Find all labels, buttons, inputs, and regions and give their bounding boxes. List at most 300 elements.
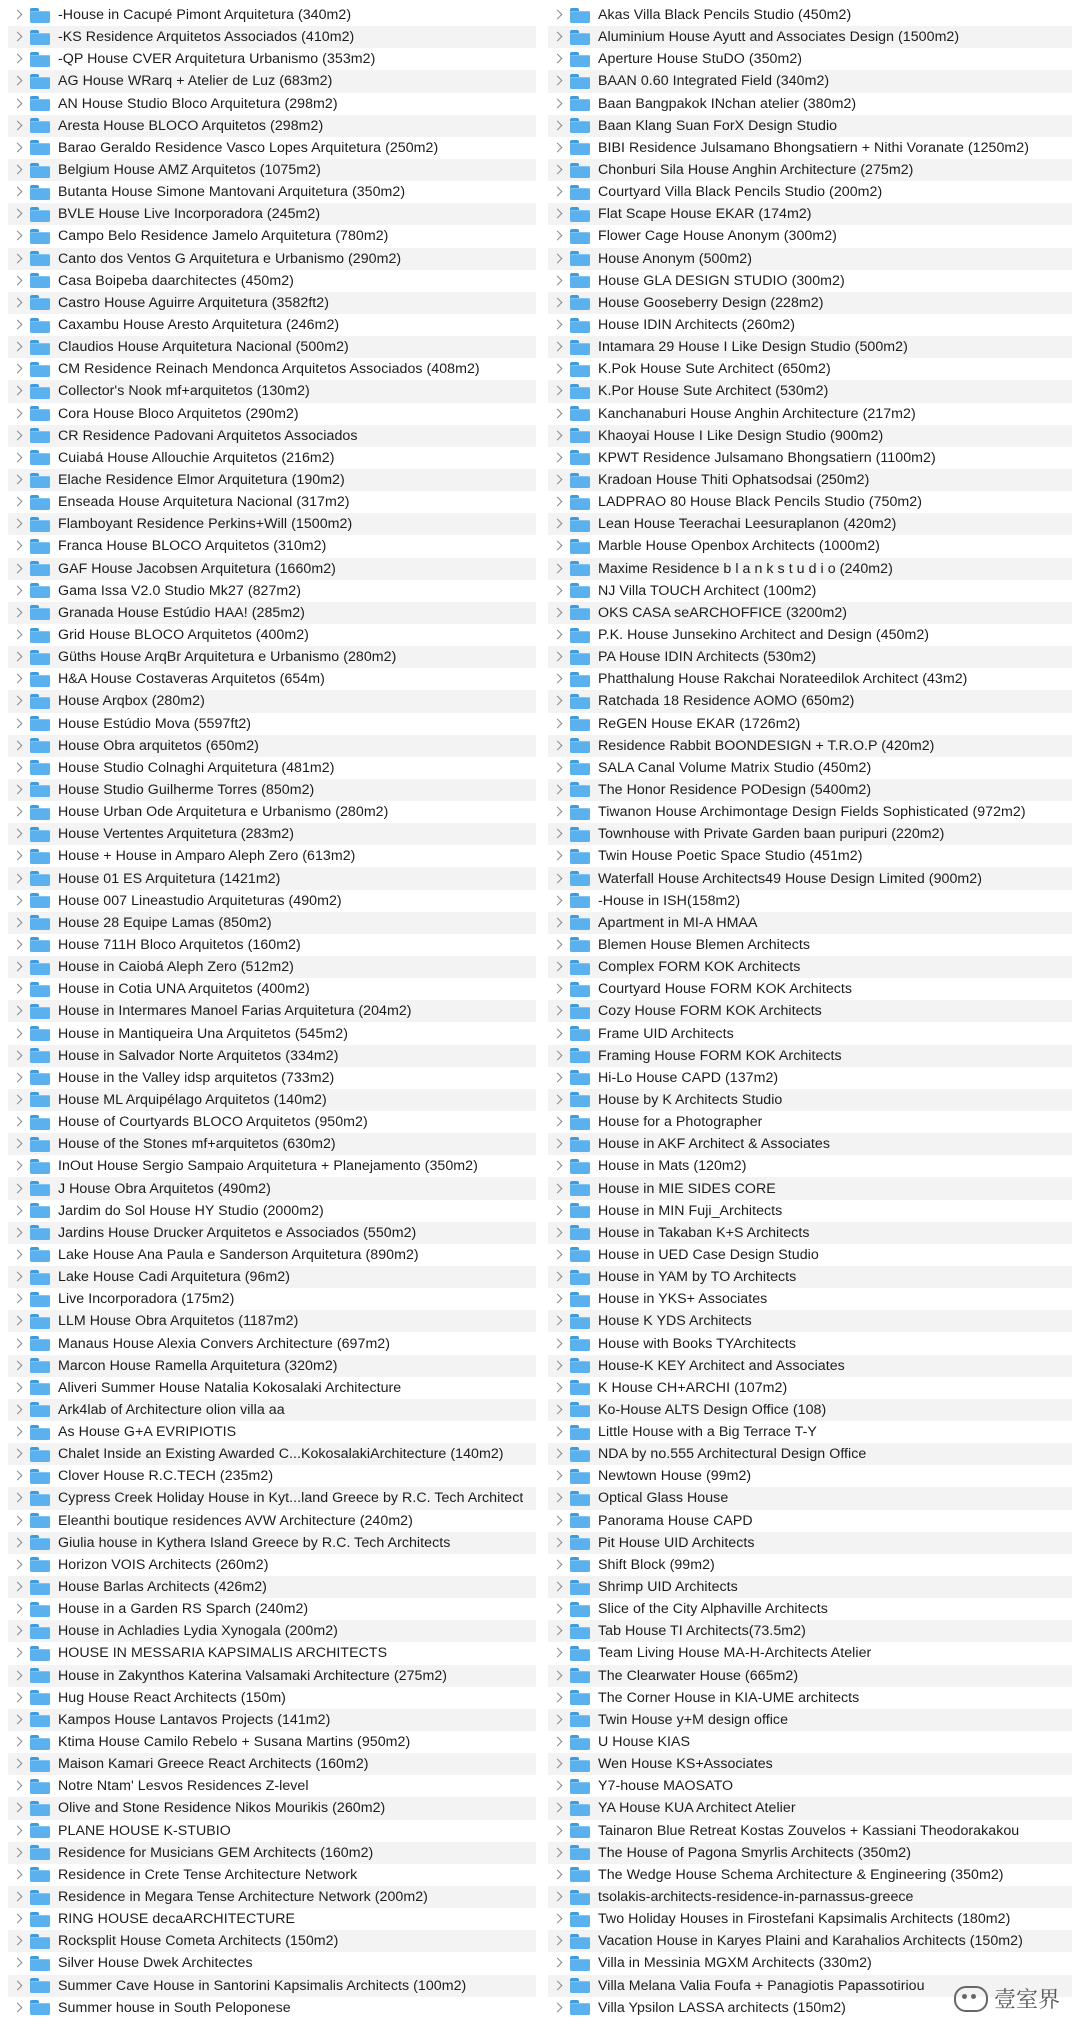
folder-row[interactable] [548, 225, 1072, 247]
folder-row[interactable] [8, 447, 536, 469]
chevron-right-icon[interactable] [12, 452, 24, 464]
chevron-right-icon[interactable] [12, 208, 24, 220]
folder-row[interactable] [8, 1532, 536, 1554]
folder-row[interactable] [8, 336, 536, 358]
folder-row[interactable] [8, 115, 536, 137]
folder-row[interactable] [548, 956, 1072, 978]
folder-row[interactable] [548, 1089, 1072, 1111]
folder-row[interactable] [8, 1576, 536, 1598]
chevron-right-icon[interactable] [552, 1160, 564, 1172]
folder-row[interactable] [8, 1975, 536, 1997]
folder-row[interactable] [548, 26, 1072, 48]
folder-row[interactable] [8, 1753, 536, 1775]
folder-row[interactable] [548, 690, 1072, 712]
chevron-right-icon[interactable] [552, 651, 564, 663]
folder-row[interactable] [8, 624, 536, 646]
chevron-right-icon[interactable] [552, 1249, 564, 1261]
folder-row[interactable] [548, 1222, 1072, 1244]
chevron-right-icon[interactable] [552, 1559, 564, 1571]
folder-row[interactable] [548, 801, 1072, 823]
folder-row[interactable] [548, 535, 1072, 557]
folder-row[interactable] [8, 779, 536, 801]
chevron-right-icon[interactable] [12, 1116, 24, 1128]
chevron-right-icon[interactable] [12, 1780, 24, 1792]
chevron-right-icon[interactable] [552, 1205, 564, 1217]
chevron-right-icon[interactable] [552, 695, 564, 707]
chevron-right-icon[interactable] [552, 784, 564, 796]
folder-row[interactable] [8, 1222, 536, 1244]
chevron-right-icon[interactable] [12, 1448, 24, 1460]
chevron-right-icon[interactable] [12, 31, 24, 43]
folder-row[interactable] [548, 380, 1072, 402]
folder-row[interactable] [8, 1886, 536, 1908]
chevron-right-icon[interactable] [552, 1736, 564, 1748]
folder-row[interactable] [8, 1709, 536, 1731]
chevron-right-icon[interactable] [552, 740, 564, 752]
folder-row[interactable] [548, 1620, 1072, 1642]
chevron-right-icon[interactable] [552, 1382, 564, 1394]
folder-row[interactable] [8, 845, 536, 867]
chevron-right-icon[interactable] [552, 1537, 564, 1549]
chevron-right-icon[interactable] [552, 230, 564, 242]
folder-row[interactable] [548, 1487, 1072, 1509]
chevron-right-icon[interactable] [552, 1670, 564, 1682]
folder-row[interactable] [548, 1377, 1072, 1399]
chevron-right-icon[interactable] [552, 496, 564, 508]
folder-row[interactable] [548, 668, 1072, 690]
chevron-right-icon[interactable] [552, 253, 564, 265]
folder-row[interactable] [8, 890, 536, 912]
folder-row[interactable] [548, 513, 1072, 535]
folder-row[interactable] [548, 248, 1072, 270]
folder-row[interactable] [548, 757, 1072, 779]
chevron-right-icon[interactable] [12, 1559, 24, 1571]
folder-row[interactable] [548, 845, 1072, 867]
folder-row[interactable] [8, 1266, 536, 1288]
chevron-right-icon[interactable] [552, 98, 564, 110]
folder-row[interactable] [8, 425, 536, 447]
chevron-right-icon[interactable] [12, 1005, 24, 1017]
folder-row[interactable] [548, 1155, 1072, 1177]
chevron-right-icon[interactable] [12, 1315, 24, 1327]
folder-row[interactable] [548, 1288, 1072, 1310]
folder-row[interactable] [548, 978, 1072, 1000]
folder-row[interactable] [548, 1399, 1072, 1421]
chevron-right-icon[interactable] [552, 673, 564, 685]
chevron-right-icon[interactable] [552, 385, 564, 397]
chevron-right-icon[interactable] [552, 1338, 564, 1350]
folder-row[interactable] [548, 70, 1072, 92]
chevron-right-icon[interactable] [12, 430, 24, 442]
folder-row[interactable] [8, 934, 536, 956]
chevron-right-icon[interactable] [12, 828, 24, 840]
folder-row[interactable] [548, 1133, 1072, 1155]
folder-row[interactable] [548, 1709, 1072, 1731]
chevron-right-icon[interactable] [12, 1028, 24, 1040]
folder-row[interactable] [8, 1377, 536, 1399]
folder-row[interactable] [548, 181, 1072, 203]
chevron-right-icon[interactable] [12, 186, 24, 198]
chevron-right-icon[interactable] [552, 1869, 564, 1881]
folder-row[interactable] [548, 890, 1072, 912]
chevron-right-icon[interactable] [12, 1847, 24, 1859]
folder-row[interactable] [548, 425, 1072, 447]
folder-row[interactable] [548, 1952, 1072, 1974]
chevron-right-icon[interactable] [552, 1957, 564, 1969]
chevron-right-icon[interactable] [12, 873, 24, 885]
folder-row[interactable] [548, 358, 1072, 380]
folder-row[interactable] [548, 1111, 1072, 1133]
folder-row[interactable] [548, 779, 1072, 801]
folder-row[interactable] [8, 1620, 536, 1642]
folder-row[interactable] [8, 358, 536, 380]
chevron-right-icon[interactable] [12, 1603, 24, 1615]
chevron-right-icon[interactable] [12, 363, 24, 375]
folder-row[interactable] [8, 513, 536, 535]
folder-row[interactable] [8, 1111, 536, 1133]
chevron-right-icon[interactable] [12, 740, 24, 752]
folder-row[interactable] [8, 1200, 536, 1222]
folder-row[interactable] [548, 713, 1072, 735]
folder-row[interactable] [8, 1820, 536, 1842]
folder-row[interactable] [8, 801, 536, 823]
chevron-right-icon[interactable] [12, 673, 24, 685]
chevron-right-icon[interactable] [12, 983, 24, 995]
chevron-right-icon[interactable] [12, 1736, 24, 1748]
folder-row[interactable] [8, 181, 536, 203]
folder-row[interactable] [8, 1731, 536, 1753]
folder-row[interactable] [8, 690, 536, 712]
chevron-right-icon[interactable] [12, 518, 24, 530]
folder-row[interactable] [8, 1288, 536, 1310]
chevron-right-icon[interactable] [12, 1647, 24, 1659]
chevron-right-icon[interactable] [552, 120, 564, 132]
chevron-right-icon[interactable] [552, 474, 564, 486]
folder-row[interactable] [8, 823, 536, 845]
chevron-right-icon[interactable] [552, 1758, 564, 1770]
folder-row[interactable] [548, 115, 1072, 137]
folder-row[interactable] [8, 1687, 536, 1709]
folder-row[interactable] [8, 1177, 536, 1199]
chevron-right-icon[interactable] [552, 607, 564, 619]
chevron-right-icon[interactable] [552, 275, 564, 287]
chevron-right-icon[interactable] [12, 1670, 24, 1682]
folder-row[interactable] [548, 270, 1072, 292]
chevron-right-icon[interactable] [552, 1913, 564, 1925]
folder-row[interactable] [548, 1200, 1072, 1222]
folder-row[interactable] [548, 1775, 1072, 1797]
chevron-right-icon[interactable] [552, 1183, 564, 1195]
chevron-right-icon[interactable] [552, 142, 564, 154]
folder-row[interactable] [8, 314, 536, 336]
chevron-right-icon[interactable] [12, 1625, 24, 1637]
folder-row[interactable] [8, 1642, 536, 1664]
folder-row[interactable] [548, 137, 1072, 159]
chevron-right-icon[interactable] [12, 1094, 24, 1106]
folder-row[interactable] [8, 225, 536, 247]
chevron-right-icon[interactable] [552, 1227, 564, 1239]
chevron-right-icon[interactable] [552, 762, 564, 774]
chevron-right-icon[interactable] [12, 75, 24, 87]
folder-row[interactable] [8, 26, 536, 48]
folder-row[interactable] [548, 867, 1072, 889]
folder-row[interactable] [8, 159, 536, 181]
chevron-right-icon[interactable] [552, 540, 564, 552]
folder-row[interactable] [548, 292, 1072, 314]
chevron-right-icon[interactable] [12, 1293, 24, 1305]
chevron-right-icon[interactable] [12, 1581, 24, 1593]
chevron-right-icon[interactable] [552, 1360, 564, 1372]
chevron-right-icon[interactable] [12, 1404, 24, 1416]
folder-row[interactable] [548, 1332, 1072, 1354]
chevron-right-icon[interactable] [552, 341, 564, 353]
folder-row[interactable] [8, 1665, 536, 1687]
chevron-right-icon[interactable] [12, 275, 24, 287]
chevron-right-icon[interactable] [12, 1714, 24, 1726]
chevron-right-icon[interactable] [552, 939, 564, 951]
folder-row[interactable] [548, 1930, 1072, 1952]
folder-row[interactable] [548, 1842, 1072, 1864]
folder-row[interactable] [548, 1598, 1072, 1620]
folder-row[interactable] [8, 1022, 536, 1044]
folder-row[interactable] [8, 1842, 536, 1864]
folder-row[interactable] [8, 270, 536, 292]
folder-row[interactable] [8, 1244, 536, 1266]
chevron-right-icon[interactable] [552, 1005, 564, 1017]
chevron-right-icon[interactable] [12, 496, 24, 508]
folder-row[interactable] [548, 1244, 1072, 1266]
chevron-right-icon[interactable] [12, 1072, 24, 1084]
folder-row[interactable] [548, 314, 1072, 336]
chevron-right-icon[interactable] [552, 297, 564, 309]
chevron-right-icon[interactable] [552, 1404, 564, 1416]
folder-row[interactable] [548, 646, 1072, 668]
folder-row[interactable] [548, 1067, 1072, 1089]
folder-row[interactable] [548, 469, 1072, 491]
folder-row[interactable] [8, 1332, 536, 1354]
folder-row[interactable] [548, 1864, 1072, 1886]
chevron-right-icon[interactable] [12, 474, 24, 486]
folder-row[interactable] [548, 1443, 1072, 1465]
folder-row[interactable] [8, 912, 536, 934]
chevron-right-icon[interactable] [12, 1802, 24, 1814]
folder-row[interactable] [8, 1310, 536, 1332]
chevron-right-icon[interactable] [552, 53, 564, 65]
folder-row[interactable] [8, 1997, 536, 2019]
folder-row[interactable] [8, 1443, 536, 1465]
folder-row[interactable] [548, 4, 1072, 26]
folder-row[interactable] [8, 646, 536, 668]
chevron-right-icon[interactable] [552, 983, 564, 995]
chevron-right-icon[interactable] [12, 9, 24, 21]
folder-row[interactable] [8, 1089, 536, 1111]
chevron-right-icon[interactable] [552, 1492, 564, 1504]
folder-row[interactable] [8, 93, 536, 115]
chevron-right-icon[interactable] [552, 1094, 564, 1106]
chevron-right-icon[interactable] [552, 430, 564, 442]
chevron-right-icon[interactable] [12, 1692, 24, 1704]
folder-row[interactable] [8, 1775, 536, 1797]
chevron-right-icon[interactable] [552, 1271, 564, 1283]
folder-row[interactable] [548, 912, 1072, 934]
chevron-right-icon[interactable] [12, 1935, 24, 1947]
folder-row[interactable] [548, 624, 1072, 646]
folder-row[interactable] [548, 1510, 1072, 1532]
chevron-right-icon[interactable] [12, 1271, 24, 1283]
folder-row[interactable] [8, 1510, 536, 1532]
folder-row[interactable] [548, 403, 1072, 425]
folder-row[interactable] [548, 1421, 1072, 1443]
folder-row[interactable] [8, 735, 536, 757]
chevron-right-icon[interactable] [552, 319, 564, 331]
folder-row[interactable] [8, 1864, 536, 1886]
chevron-right-icon[interactable] [12, 1360, 24, 1372]
chevron-right-icon[interactable] [12, 98, 24, 110]
chevron-right-icon[interactable] [552, 1050, 564, 1062]
folder-row[interactable] [548, 580, 1072, 602]
chevron-right-icon[interactable] [552, 1315, 564, 1327]
folder-row[interactable] [8, 469, 536, 491]
folder-row[interactable] [548, 93, 1072, 115]
folder-row[interactable] [8, 1952, 536, 1974]
folder-row[interactable] [548, 1266, 1072, 1288]
folder-row[interactable] [8, 292, 536, 314]
chevron-right-icon[interactable] [12, 53, 24, 65]
folder-row[interactable] [8, 1000, 536, 1022]
chevron-right-icon[interactable] [552, 1625, 564, 1637]
chevron-right-icon[interactable] [552, 850, 564, 862]
chevron-right-icon[interactable] [552, 1603, 564, 1615]
folder-row[interactable] [548, 558, 1072, 580]
folder-row[interactable] [548, 735, 1072, 757]
chevron-right-icon[interactable] [552, 1891, 564, 1903]
chevron-right-icon[interactable] [552, 408, 564, 420]
folder-row[interactable] [8, 1421, 536, 1443]
folder-row[interactable] [8, 602, 536, 624]
chevron-right-icon[interactable] [12, 1338, 24, 1350]
chevron-right-icon[interactable] [12, 651, 24, 663]
chevron-right-icon[interactable] [552, 629, 564, 641]
chevron-right-icon[interactable] [12, 1537, 24, 1549]
chevron-right-icon[interactable] [552, 917, 564, 929]
folder-row[interactable] [8, 203, 536, 225]
folder-row[interactable] [548, 823, 1072, 845]
folder-row[interactable] [548, 1908, 1072, 1930]
chevron-right-icon[interactable] [552, 1116, 564, 1128]
chevron-right-icon[interactable] [552, 186, 564, 198]
chevron-right-icon[interactable] [552, 518, 564, 530]
chevron-right-icon[interactable] [552, 452, 564, 464]
folder-row[interactable] [548, 602, 1072, 624]
folder-row[interactable] [8, 403, 536, 425]
chevron-right-icon[interactable] [12, 784, 24, 796]
chevron-right-icon[interactable] [12, 385, 24, 397]
folder-row[interactable] [548, 1665, 1072, 1687]
folder-row[interactable] [8, 1155, 536, 1177]
folder-row[interactable] [8, 713, 536, 735]
chevron-right-icon[interactable] [12, 1758, 24, 1770]
folder-row[interactable] [548, 1177, 1072, 1199]
chevron-right-icon[interactable] [552, 1515, 564, 1527]
chevron-right-icon[interactable] [12, 762, 24, 774]
chevron-right-icon[interactable] [12, 1470, 24, 1482]
chevron-right-icon[interactable] [552, 1448, 564, 1460]
folder-row[interactable] [8, 70, 536, 92]
chevron-right-icon[interactable] [12, 607, 24, 619]
folder-row[interactable] [548, 1000, 1072, 1022]
folder-row[interactable] [548, 1731, 1072, 1753]
chevron-right-icon[interactable] [552, 828, 564, 840]
chevron-right-icon[interactable] [12, 806, 24, 818]
folder-row[interactable] [8, 757, 536, 779]
chevron-right-icon[interactable] [552, 1780, 564, 1792]
chevron-right-icon[interactable] [552, 31, 564, 43]
folder-row[interactable] [8, 4, 536, 26]
chevron-right-icon[interactable] [552, 363, 564, 375]
folder-row[interactable] [548, 1753, 1072, 1775]
chevron-right-icon[interactable] [552, 718, 564, 730]
folder-row[interactable] [548, 491, 1072, 513]
chevron-right-icon[interactable] [552, 873, 564, 885]
folder-row[interactable] [8, 1908, 536, 1930]
chevron-right-icon[interactable] [552, 1426, 564, 1438]
folder-row[interactable] [8, 1045, 536, 1067]
chevron-right-icon[interactable] [12, 1825, 24, 1837]
chevron-right-icon[interactable] [12, 1492, 24, 1504]
chevron-right-icon[interactable] [12, 850, 24, 862]
folder-row[interactable] [548, 48, 1072, 70]
folder-row[interactable] [8, 137, 536, 159]
chevron-right-icon[interactable] [12, 1382, 24, 1394]
folder-row[interactable] [548, 1022, 1072, 1044]
folder-row[interactable] [548, 1554, 1072, 1576]
chevron-right-icon[interactable] [552, 1138, 564, 1150]
chevron-right-icon[interactable] [552, 164, 564, 176]
chevron-right-icon[interactable] [552, 1293, 564, 1305]
chevron-right-icon[interactable] [552, 1714, 564, 1726]
chevron-right-icon[interactable] [12, 695, 24, 707]
chevron-right-icon[interactable] [12, 1050, 24, 1062]
chevron-right-icon[interactable] [552, 1692, 564, 1704]
chevron-right-icon[interactable] [12, 1426, 24, 1438]
chevron-right-icon[interactable] [12, 319, 24, 331]
folder-row[interactable] [548, 1820, 1072, 1842]
folder-row[interactable] [548, 934, 1072, 956]
folder-row[interactable] [8, 580, 536, 602]
folder-row[interactable] [8, 1598, 536, 1620]
folder-row[interactable] [8, 978, 536, 1000]
chevron-right-icon[interactable] [12, 1980, 24, 1992]
folder-row[interactable] [548, 336, 1072, 358]
chevron-right-icon[interactable] [552, 1581, 564, 1593]
folder-row[interactable] [8, 535, 536, 557]
folder-row[interactable] [8, 668, 536, 690]
chevron-right-icon[interactable] [552, 585, 564, 597]
chevron-right-icon[interactable] [552, 961, 564, 973]
chevron-right-icon[interactable] [552, 208, 564, 220]
chevron-right-icon[interactable] [12, 895, 24, 907]
chevron-right-icon[interactable] [552, 1072, 564, 1084]
chevron-right-icon[interactable] [12, 540, 24, 552]
chevron-right-icon[interactable] [12, 297, 24, 309]
chevron-right-icon[interactable] [552, 1028, 564, 1040]
chevron-right-icon[interactable] [12, 164, 24, 176]
chevron-right-icon[interactable] [12, 341, 24, 353]
chevron-right-icon[interactable] [12, 1249, 24, 1261]
chevron-right-icon[interactable] [12, 1515, 24, 1527]
chevron-right-icon[interactable] [12, 917, 24, 929]
chevron-right-icon[interactable] [552, 1825, 564, 1837]
